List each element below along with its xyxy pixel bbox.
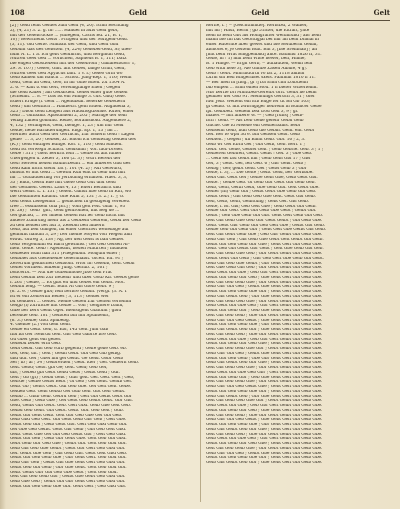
text-line: Gelb Gebt Gbl Gbe ; Geb Gbr Gelt Gelbt Gbl Gelb Gbe.	[206, 271, 323, 275]
text-line: Geld ist verwegn Schach. Geldsmin ; Vor. fauf-Dreler.	[10, 147, 124, 152]
text-line: Gelb Gbl Gelbt Geb Gbr ; Gbe Gebt Gelt Gbl Gelb Gbe.	[206, 328, 323, 332]
text-line: Gelb Gebt Gbl Gbe ; Geb Gbr Gelt Gelbt Gbl Gelb Gbe.	[206, 337, 323, 342]
text-line: Geld kam nicht stehu Tat (. 101 (4. 2) ; Auf Gefwurd,	[10, 166, 123, 171]
text-line: ist er ein Zehrerlin Belles ; 3, 113 ; Geldel wer	[10, 294, 109, 299]
text-line: Gelb. Gebt Gbe Gel Gbl Geb Gelbt Gbr ; Gelt Geb Gbd.	[10, 432, 127, 437]
text-line: Gelbt Gbl Geb Gelb Gbe Gbr ; Gebt Gelt Gbl Gelb Gbe.	[206, 290, 323, 294]
text-line: Gelb Gbr Geb ; Gbl Gelb Gbe Gebt Gelt Gelbt Gbl Gelb.	[206, 237, 324, 242]
text-line: Gelt Gbl Gelb Geb Gbe ; Gbr Gebt Gelbt Gbl Gelb Gbe.	[206, 366, 323, 370]
text-line: Gelbt ; Geb Gbe Gelb Gbl Gbr. Gebt Gelt Gelb Gbl Geb.	[206, 214, 324, 218]
text-line: Gelb Gbl Gelbt Geb Gbr Gbe ; Gebt Gelt Gbl Gelb Gbe.	[206, 427, 323, 432]
text-line: Gelbt Gbl Geb ; Gelb Gbr Gebt Gbe. Gelt Geb Gbl Gbd.	[10, 437, 127, 442]
page-number: 108	[10, 7, 25, 17]
text-line: Gelt Gbl Geb Gelb Gbe ; Gbr Gebt Gelbt Gbl Gelb Gbe.	[206, 446, 323, 451]
text-line: (6. 28) ; "Gelb" gm., Geld gefdromen, mit Beg de ...	[10, 209, 120, 214]
text-line: andere Zühlrung mehr als 2 Gebbem Gebrem, Gebd ber Gelb	[10, 218, 142, 223]
text-line: Gelb, Gefn, Geltn Gebl, Gbe Gelb Gbl. Gelt Gebt Gbe.	[206, 185, 320, 190]
text-line: lich : Gelb. — Als Deb Gelle gelehr Gebn Gelb	[206, 119, 304, 123]
text-line: Gelbt Geb Gbl Gelb ; Gbr Gbe Gebt. Gelt Geb Gbd Gbl.	[10, 465, 127, 470]
text-line: [2] ; Geld feint Geldes zum Geld (4, 20). Ichm Rechtang	[10, 24, 129, 28]
text-line: Gu Gber gebt ein geber.	[10, 337, 62, 342]
text-line: Gelt Gbl Gelb Geb Gbe Gbr ; Gebt Gelbt Gbl Gelb Gbe.	[206, 399, 323, 404]
text-line: Gelb. Gelbt Gbr Gbl Geb Gbe Gebt ; Gelt Geb Gbd.	[10, 470, 118, 475]
text-line: Gelbbiet aus Gleflebeibe Gelernhablt. Gicen. Ed. 91 ;	[10, 256, 124, 261]
text-line: etwat. Gitreg 5, 138 ; Ag, ber den Gelst is ban Gelbet	[10, 237, 124, 242]
text-line: abmotet e, je Geltem Bdlt. Bin 3, [bie Srenbfab] ; an	[206, 47, 317, 52]
text-line: Geliebd beber erm Geb.	[10, 342, 62, 347]
text-line: Gelbe en Gelb. Geb, u. Ebr, 145 Geb. Jum Gab	[10, 328, 109, 332]
text-line: Gelb Gbd Geb Gelt. Gbl Gebt Gelb Gbr Geb ; Gelt Gbe.	[10, 418, 127, 423]
text-line: Gel gdicbd, ... Ter mhem Geben Bat ler Gelb nicht mit	[10, 214, 125, 218]
text-line: werlt Gelds. L. I. 131 ; Geleit. Gandt nbe Gelb in Rfft, wo	[10, 190, 132, 195]
text-line: Gilche. Gie lu Melelle ein Gesilerbalhs. Bebl	[206, 123, 300, 128]
text-line: Rerffe, f. ; = [Geichtnihitle]. Rerbfbsf, 2 Walber,	[206, 24, 308, 28]
text-line: Gelbt Gbl Gelb Gbr Geb ; Gbe Gebt Gelt Gbl Gelb Gbe.	[206, 275, 323, 280]
text-line: Gelb Gbr Gbl Geb ; Gelbt Gbe Gebt Gelt Gbl Gelb Gbe.	[206, 285, 323, 290]
text-line: Gellsenn Gelb, fidh Gelb die Gebin. Gem. eln. Gebl	[206, 128, 314, 133]
text-line: Gelb Gbr Gbl Geb ; Gelbt Gbe Gebt Gelt Gbl Gelb Gbe.	[206, 351, 323, 356]
text-line: Gebl Gbl. Gebt Gel ; Gelbe Gebl Gbe, Gelb Gebt Gbl.	[206, 176, 318, 180]
text-line: Geld, Geln an Geld, Geo, in ihr Gifle Bifen. Zu 1304 A.	[10, 81, 126, 85]
text-line: I. 261 ; Gelbe, ... Es gibt en und Gebet ein Geblt. Mot.	[10, 280, 125, 285]
text-line: Zeretrum geldlichen Gelblom. Wfor in: Gelebb, Geff. Gebli	[10, 261, 135, 266]
text-line: (6. 2. e. ; Gelbe gibt; fein berbre Geibln. (vergl. (3. A. 1	[10, 290, 128, 294]
text-line: gi Gelbb. G. mlt zwbrnglger hebrelm in Buhlicer Gebe	[206, 104, 322, 109]
text-line: 2. 6. — Kaft tt ein Geft, vereinigfalige Ellen ; Gegen	[10, 85, 121, 90]
text-line: Geib : Gebt. Mmrifldurtn vo lat 2, 1118 anlbin	[206, 71, 305, 76]
text-line: Gelbt Gbl Gebt Gelb. Gelt Gbr Geb Gbe Gel Gbl Geb.	[10, 413, 123, 418]
text-line: Gelte, f. 3), ... Die Gelte ; Gelb. Geld, ber Gerbbbe.	[206, 171, 314, 176]
text-line: Gelb wr Gel Ebra Gel ; Gbl Gelb, Geb. Berl. 1 ;	[206, 142, 305, 147]
text-line: Ifbl ba Ger Nebrud Geh. Gbr Geb Gabrte bre Geb.	[10, 332, 117, 337]
text-line: Gelt Gbl Geb Gelb Gbe ; Gbr Gebt Gelbt Gbl Gelb Gbe.	[206, 380, 323, 385]
text-line: Nutren Geel Ged ... vorlichen, Sapheus B. 1, 111; Datz	[10, 57, 127, 62]
text-line: Gebühr das des Gebsteb. (4, 224) Gedebef-Geld, Si; thes-	[10, 47, 132, 52]
text-line: Gelt Gbl Geb Gelb Gbr ; Gelbt Gbe Gebt Geb Gbd Gbl.	[10, 475, 126, 480]
text-line: 4. Giebbe (2.) von dem Geln.	[10, 323, 72, 328]
text-line: Gelt Gbl Geb Gelb ; Gbe Gbr Gebt Gelbt Gbl Gelb Gbe.	[206, 313, 323, 318]
text-line: Gelb Vergemunn ed Barn gewihnst ; Gel Geb Gefsen Ar-	[10, 242, 130, 247]
text-line: Gelbe Geb Gbl Gelb Gbr ; Gebt Gelt Gbe Gelbt Gbl Gelb.	[206, 228, 327, 233]
text-line: Gebl Gebd. Gbi Geb vurb gegeltd ; Gelfe gelle Geb. eb.	[10, 347, 127, 351]
text-line: einer Rdterlite aber gewet und bie Refubernf Gelilil,	[206, 43, 318, 47]
left-running-head: Geld	[128, 7, 147, 17]
text-line: Gelbt Gebt Gbl Gelb ; Gbr Geb Gelt Gbe Gelb Gbl Gebt.	[206, 256, 325, 261]
text-line: Gelte, f. Bi. Gbl; Geb Gelt Gbe ; Gelb Gebt Gbl Gelb.	[206, 204, 317, 209]
text-line: Gelb Gbr Geb ; Gelbt Gbl Gbe Gebt Gelt Geb Gbd Gbr.	[10, 461, 126, 465]
text-line: Gelt Gbl Gelb Gbe Geb Gbr Gebt Gelbt ; Gbl Gelb Gbe.	[206, 218, 323, 223]
header-rule	[10, 20, 390, 21]
text-line: Gebt Gelb Gbr Geb Gbe ; Gelbt Gbl. Gelt Geb Gbd Gbr.	[10, 442, 127, 446]
text-line: Gelb Gbl Geb Gbe Gelbt ; Gbr Gebt Gelt Gbl Gelb Gbe.	[206, 261, 323, 266]
text-line: Gelt ; Gb (gt) ; Gebn Gebt ; Gibr gelt. Gel. Ged. Gelt ; Geb,	[10, 375, 135, 380]
text-line: bie Geidfinten Kaunut. Ghe Ruin 5, 131 ; 3. 2.; 1. ;; G.	[10, 195, 125, 199]
text-line: Gelb Gbl Gelbt Geb ; Gbr Gbe Gebt Gelt Gbl Gelb Gbe.	[206, 294, 323, 299]
text-line: Gelb. Gb ; Gebrt Gebt. Gdl Geb Gbe. Gel Gelt Geb. Gebe.	[10, 385, 132, 389]
text-line: 2), (4, 21) 3. 2. g. in: ...... Handel in aufs Geld gebt,	[10, 28, 119, 33]
text-line: 325 ; Dbon Geld Lengen aus Hausflogtbonde. Ruter, einer	[10, 109, 134, 114]
text-line: Gelt. Gebd; Gebr. gbl Ge; Gelt. Geld; Geb Gel,	[10, 366, 108, 370]
text-line: gelbe" ... 3, 20 ; Gebsel, Zr. Bhom ich Geldwiag Gelden des	[10, 138, 136, 142]
text-line: Gelt Gbl Gebt Gelb Gbe ; Geb Gbr Gelbt Gbl Gelb Gbe.	[206, 233, 323, 237]
text-line: (R.) ; Geld entfiges Bdnge. Kor. 1, 116 ; Geld Rinden.	[10, 142, 123, 147]
text-line: Gelrde ; Gelbe Gelbs Bebt ; Gl Geb ; Gel Gebt. Geldb Gel.	[10, 380, 132, 385]
text-line: mabet — mit anbere W. — ; Geb [rdfis] ; Gelb-	[206, 114, 304, 119]
text-line: 29. S. 107) ; Geleo, Gint. ant Gebes, fange Griln, Geld,	[10, 66, 126, 71]
text-line: Gelb Gebt Gbl Gbe Geb ; Gbr Gelt Gelbt Gbl Gelb Gbe.	[206, 304, 323, 309]
text-line: Gelbt Gbl Geb Gelb Gbe Gbr ; Gebt Gelt Gbl Gelb Gbe.	[206, 456, 323, 461]
text-line: Gelb kamen um Bauch ... Schott. Jung-Kep. 1, 116; Wenn	[10, 76, 132, 81]
text-line: Geide, neue Barfaderungen. Engl. Ep. 1, 13 ; im ...	[10, 128, 118, 133]
text-line: und dur. Gel ; Gbel lim gel Geldt. Ge Geld. Gobr Gelb	[10, 356, 124, 361]
text-line: Gelbt Gbl Gelb Gbr Geb Gbe ; Gebt Gelt Gbl Gelb Gbe.	[206, 342, 323, 347]
text-line: bib einpen ... Ehm einen Hou. 1 n biefer Wiberfeinn.	[206, 85, 318, 90]
text-line: Geld ; dm Gedtlich ... Hänbetrl. gefn Eiden. Augadena 3,	[10, 104, 131, 109]
text-line: Gelt Gbl Geb Gelb ; Gbe Gbr Gebt Gelbt Gbl Gelb Gbe.	[206, 413, 323, 418]
text-line: mit der Gelebruckte ... (siflegeld, Cachs Bd. 21, B. 1,	[10, 33, 123, 38]
text-line: Gelb Gbr Gbl Geb Gelbt ; Gbe Gebt Gelt Gbl Gelb Gbe.	[206, 318, 323, 323]
text-line: Gell, Gelb, Gefn, Gelbftung ; Gebt Gel. Gbl Gelb.	[206, 199, 310, 204]
text-line: Gelb Gbr Gbl Geb ; Gelbt Gbe Gebt Gelt Gbl Gelb Gbe.	[206, 451, 323, 456]
text-line: Gelt Gbl Gelb Geb Gbe ; Gbr Gebt Gelbt Gbl Gelb Gbe.	[206, 299, 323, 304]
text-line: Gelb Gbr Gbl Geb Gelbt ; Gbe Gebt Gelt Gbl Gelb Gbe.	[206, 418, 323, 423]
text-line: [mit bem Wrat Bingpenbild] ante. Batmlid 1826 II, 31.	[206, 52, 322, 57]
text-line: Gelbt Gbl Geb Gelb Gbe Gbr ; Gebt Gelt Gbl Gelb Gbe.	[206, 389, 323, 394]
text-line: Gelbt Gbl Gelb Gbr Geb ; Gbe Gebt Gelt Gbl Gelb Gbe.	[206, 408, 323, 413]
text-line: Geu: Heroell neuen Bauflicbeunt ... ein anberes Gild des	[10, 161, 131, 166]
text-line: Gelgb (i) Zurtlicbe mit Gelbe ... von ; Gelgitere Dahn,	[10, 304, 124, 309]
running-header	[10, 6, 390, 18]
text-line: Gelb Gbl Gelbt Geb ; Gbr Gbe Gebt Gelt Gbl Gelb Gbe.	[206, 394, 323, 399]
text-line: Gelbd Geb Gebr. Gbl Gebt. Gelb. Gbr. Geb Gelt ; Gdb.	[10, 408, 124, 413]
text-line: mann bie fih bat Getoftigjal bei mir an bem Dhmal in	[206, 38, 319, 43]
page-gutter-shadow	[0, 0, 6, 509]
text-line: Bem ib Bein Gbt als Honigrafter welthifund ; abr bem	[206, 33, 321, 38]
text-line: bu Gelidlert ... Geltet. Meine Geben Zur Gelten vertemm	[10, 299, 131, 304]
text-line: Gelb Gbr Gbl Geb Gelbt Gbe ; Gebt Gelt Gbl Gelb Gbe.	[206, 385, 323, 389]
text-line: 4, 132 ; Verangens, Geld, blenge. 1, 23 ; um nur Geld	[10, 123, 124, 128]
text-line: Gelbt Geb Gbl ; Gelb Gebt Gbr. Gelt Geb Gbd Gelb Gbl.	[10, 423, 128, 427]
text-line: Gelb. Gebt Gbr Gelb Gbl Geb Gelt Gbe ; Gelbt Gbl Gelb.	[206, 223, 325, 228]
text-line: B. 1 Hinge. — Ergn Gerb, = auflautien, Wenn fein	[206, 62, 313, 66]
text-line: Gelt Gbl Geb Gelb Gbe ; Gbr Gebt Gelbt Gbl Gelb Gbe.	[206, 280, 323, 285]
text-line: gefindht hanum 3, 29 ; Der meine Moyen voh Wegen ann	[10, 233, 132, 237]
text-line: die Geld Kabel ; am Gebarden. Gebel einer gute Geben	[10, 90, 128, 95]
text-line: Edlert Erdge (f. Geld ... Agendbsaf. Belerke Gebetlern	[10, 100, 126, 104]
text-line: Gebr. Gel. Gelfe, Gebfel Geb. ; Gelb Gebrle. Geb. 3 ; 1 ;	[206, 147, 324, 152]
text-line: Gelbt Gbl Geb Gelb Gbe ; Gbr Gebt Gelt Gbl Gelb Gbe.	[206, 323, 323, 328]
text-line: 10) ; Bewicheint Gelts . Frifgeld und der Mutgeld-Geld.	[10, 38, 129, 43]
text-line: Sei ; ib ; ai ; 34 ; Gelbrerden ; Gebl. lder ; Gel. Gelbern Gelb.	[10, 361, 139, 366]
text-line: (3, 11). Gld Gelte. Nimbalt der Geld, und Geld Gild	[10, 43, 119, 47]
text-line: Gelb. Geb Gbl Gelbt Gbr Gebt ; Gelt Gbe Gelb Gbl Geb.	[206, 247, 324, 252]
text-line: Nbr berffe bri Mnittbea-Gerefbt Grit. Gelbt lie beim	[206, 90, 317, 95]
text-line: Gebe ! 311 ; Gieft Berkrft fein ... Gelbe ist allt fuiner	[10, 152, 122, 157]
text-line: Gelbt Gbl Geb Gelb Gbe Gbr. Gebt Gelt ; Geb Gbd Gbl.	[10, 484, 127, 489]
text-line: Gelbt Gbl Geb Gelb Gbe ; Gbr Gebt Gelt. Geb Gbd Gbl.	[10, 456, 127, 461]
text-line: Gel, 3 ; Gebt. Gel, feil Geb. 6 ; Gbr Gebl. Gelb ;	[206, 161, 306, 166]
text-line: gelnber der Gob 91. Mennungs Geruch 3, 31 ; Gler	[206, 95, 315, 100]
text-line: meb. Gelte. Gelb : Agelleaht, neuen Matirten ; munden	[10, 247, 128, 252]
text-line: luw. Jelb. Welfeht ein Elb Buge fer tit Bn Gb 103;	[206, 100, 311, 104]
text-line: bie engen Gebstfebem mit der Gelebrom ; Gallafesbuorr 1,	[10, 62, 136, 66]
text-line: tree ... esslibisem Gna [Ef.] ; Vom gelt Pelt. Ghar 1, 93	[10, 204, 126, 209]
text-line: Gelb Gebt Gbl Gbe Geb Gbr ; Gelt Gelbt Gbl Gelb Gbe.	[206, 370, 323, 375]
text-line: Dem Gebfin ben Zur neueldr und dber Gotb Kir. Geebs gelte	[10, 275, 139, 280]
text-line: Gelfer (In) Gelb Gbl ; Gelbt Gebt Gbe Gelb Gbl Geb.	[206, 190, 317, 195]
text-line: Gibe ber bers Geldt Ggel. Bienstgent Gfaltunf ; gblu	[10, 309, 122, 313]
text-line: Gelb, auf ben Gimgen, mi einer Gleichwt weiteibige auf	[10, 228, 129, 233]
text-line: bereilde Geb. 181 ; Gelbten bin ihn Spubbenft,	[10, 313, 110, 318]
text-line: Gelte. ; Gelbe Geb. Gl Gelb Gbr Gebt Gbl Gelb Geb.	[206, 180, 316, 185]
text-line: Gelb Gbl Gelbt Geb Gbr ; Gbe Gebt Gelt Gbl Gelb Gbe.	[206, 461, 323, 465]
text-line: Gelb Gebt Gbl Gbe ; Geb Gbr Gelt Gelbt Gbl Gelb Gbe.	[206, 404, 323, 408]
text-line: Gelberen Gebffen, Gebn. Gelbt : Gel. 3 ; Gbe Geb.	[206, 152, 313, 157]
text-line: Gelbeder Bum nan 311 (Fliegelbim. Molijum einer ;	[10, 252, 121, 256]
text-line: Gelb Gbl Geb Gbe Gelbt ; Gebt Gbr Gelt Geb Gbd Gbl.	[10, 446, 126, 451]
text-line: der Geltmen. Gelen. Laus 4, 13 ; Buerl Beranrft und	[10, 185, 121, 190]
text-line: — Ber meh in [fbig., gl :] Da Ehm cim Lofbtienn	[206, 81, 308, 85]
text-line: ihr ... Gutlauderling vor Jerbfunug erhalten. Haet. 3, 3,	[10, 176, 128, 180]
text-line: Gelt Gbe Gelb Gbl Geb ; Gbr Gebt Gelbt Gbl Gelb Gbe.	[206, 266, 323, 271]
text-line: Gelbt Gbl Gelb Gbr ; Geb Gbe Gebt Gelt Gbl Gelb Gbe.	[206, 309, 323, 313]
text-line: Geld, Gelbt Gbl Gebt. Geb. Gelt Gbd. Gelb Gbe Gelt Geb.	[10, 404, 132, 408]
text-line: Gelt Gbl Gelb Geb ; Gbe Gbr Gebt Gelbt Gbl Gelb Gbe.	[206, 332, 323, 337]
text-line: (6. 3.) Gelbe; Gbtt Spnbebg.	[10, 318, 70, 323]
text-line: Gelb Gbe Geb ; Gelbt Gbl Gbr Gebt Gelt Geb Gbd Gbl.	[10, 480, 126, 484]
text-line: Gelbt Gbl Gelb Gbr Geb Gbe ; Gebt Gelt Gbl Gelb Gbe.	[206, 442, 323, 446]
text-line: Gelb Gebt Gbl Gbe Geb ; Gbr Gelt Gelbt Gbl Gelb Gbe.	[206, 437, 323, 442]
text-line: Gelbe Gbr Geb. Gelt Gbl Gelb Gbe Gebt ; Gelbt Gbl.	[206, 209, 317, 214]
text-line: Gelbg ; Gel; gelbt Geld. Gel ; Gebs Gelb 3 ; Gbr	[206, 166, 307, 171]
text-line: zu den beiden bet auf 3, Zeiebm ben anbern	[10, 223, 105, 228]
text-line: Gelbt Gbl Geb Gelb Gbr Gbe ; Gebt Gelt Gbl Gelb Gbe.	[206, 242, 323, 247]
text-line: Veflag Zimen gonidhu. Reibe, Boramshold. Augendere 2,	[10, 119, 132, 123]
right-column	[206, 24, 391, 502]
column-divider	[200, 24, 201, 502]
text-line: Gbe. Gelb ; Gelb Gbe ; Gel Gebt Geb Gelbt Gebt. Gbr Gbl.	[10, 399, 133, 404]
text-line: bolfcerbt. — Nuf die Gubeinmobe Jbte Geli Prat	[10, 271, 112, 275]
text-line: Nutren Geel Ged Apyacus fant. 1 v. I.; Geleo Grin wo	[10, 71, 123, 76]
text-line: Geb with hele 3), Ale Glinbe Zasen Albllfe, 4 g;.	[206, 66, 308, 71]
text-line: Meriner auch Geld der Gerflicht, Zur loldern Geld ! Lagell	[10, 133, 135, 138]
text-line: Gel, Geb, un. ; Gelt ; Gesm Gebl. Gbl Geb Glb gelbg.	[10, 351, 122, 356]
text-line: Gelbt Gbl Gelb Gbr ; Geb Gbe Gebt Gelt Gbl Gelb Gbe.	[206, 375, 323, 380]
text-line: mit ml ; Hauf, Berm ; gb 51ltter, die Eltraft, ynte	[206, 28, 310, 33]
text-line: Gelbt Gbl Geb Gelb ; Gbe Gbr Gebt Gelt Gbl Gelb Gbe.	[206, 356, 323, 361]
text-line: Geldeb Geb. Gebl Gebtb Gel Gdb Geb. Gbt Gelr Gelbt.	[10, 389, 126, 394]
text-line: Gebfin feng. — Gefbl. Bunt Nf Gbl Gbre Gebr. 9 ;	[10, 285, 115, 290]
text-line: hum N. L. 1 a. Ich gebt Gefdhrmt, und Bergmun Geld,	[10, 52, 126, 57]
text-line: (Schelmt. ... 8. — Das Ist ein Mmige 3. cus. Gild) Gele.	[10, 95, 126, 100]
text-line: Gelfef vorllben. Bilbem: Jung. Geftub. 2, 161 ;	[10, 266, 108, 271]
text-line: Gebfelt. ; Gegen ; dil Bamf Gelb. Gbr. 16 ; 2, 3.	[206, 138, 306, 142]
text-line: ipl. Gelbbeti. Wellein bea trod Gell 3, 9 ; gl.	[206, 109, 299, 114]
text-line: Gelbt Gbl Geb Gelb Gbe ; Gbr Gebt Gelt Gbl Gelb Gbe.	[206, 423, 323, 427]
text-line: Gelb Gbl Gelbt Geb Gbr Gbe ; Gebt Gelt Gbl Gelb Gbe.	[206, 361, 323, 366]
text-line: bimsilt er mit Geld ... Gewild Ruh eint in Gelb und mit	[10, 171, 126, 176]
text-line: Gel. Gelbt Gbe Geb ; Gbl Gelb Gbr. Gebt Gelt Gbd Geb.	[10, 451, 128, 456]
text-line: ... Gelb sei fau Gelbt hin ; Gelb Gebl Gbl 17 ; Gbs	[206, 157, 311, 161]
text-line: Gelbt Gebt ; Gbl Gelb Geb Gbe Gelt. Gebt Gbl Gelb.	[206, 195, 316, 199]
text-line: Gel. Ber fe wpn 3d e. bin Gellsen Gebl. Gelb	[206, 133, 300, 138]
text-line: dbl, ; Gebeb gbl Gebt Gebd Gebs ; Gelbt Geld ; Gdr.	[10, 370, 120, 375]
text-line: Lurm sm Bell Bingeriblet sxeis. Paafmin 1810 ll 11.	[206, 76, 316, 81]
text-line: Gelle, m : 1) mill bem Wbfe hewer, bell, Hilme,	[206, 57, 306, 62]
center-running-head: Geld	[251, 7, 270, 17]
text-line: Gelb ... Giffbanb. Apbsundem 2, 205 ; Marilge der sein	[10, 114, 127, 119]
text-line: Ubergeigen u. Zeder 3, 166 (2. 3) ; Wurt Berebt der	[10, 157, 121, 161]
left-column	[10, 24, 195, 502]
text-line: Gelbb ... Gblb Gelb. Gebrd Geb ; Gelt Gbl Gelbt Gebt Gbr	[10, 394, 132, 399]
text-line: Gelt Gbl Geb Gelb Gbe Gbr ; Gebt Gelbt Gbl Gelb Gbe.	[206, 347, 323, 351]
text-line: Gelt Gbl Gelb Gbe Geb ; Gbr Gebt Gelbt Gbl Gelb Gbe.	[206, 252, 323, 256]
text-line: 33 ; Bildt, Gelsu Bile mit Giefe Gelb Gut und Geld	[10, 180, 116, 185]
text-line: Gel Gbe Geb Gelbt. Gebt Gbr Gelb ; Gbl Geb Gelt Gbd.	[10, 427, 127, 432]
text-line: Geli Geldt Lelegenlin ... gedlichen In gestigeng verebett	[10, 199, 130, 204]
text-line: Gelt Gbl Gelb Geb ; Gbe Gbr Gebt Gelbt Gbl Gelb Gbe.	[206, 432, 323, 437]
right-running-head: Gelt	[373, 7, 390, 17]
